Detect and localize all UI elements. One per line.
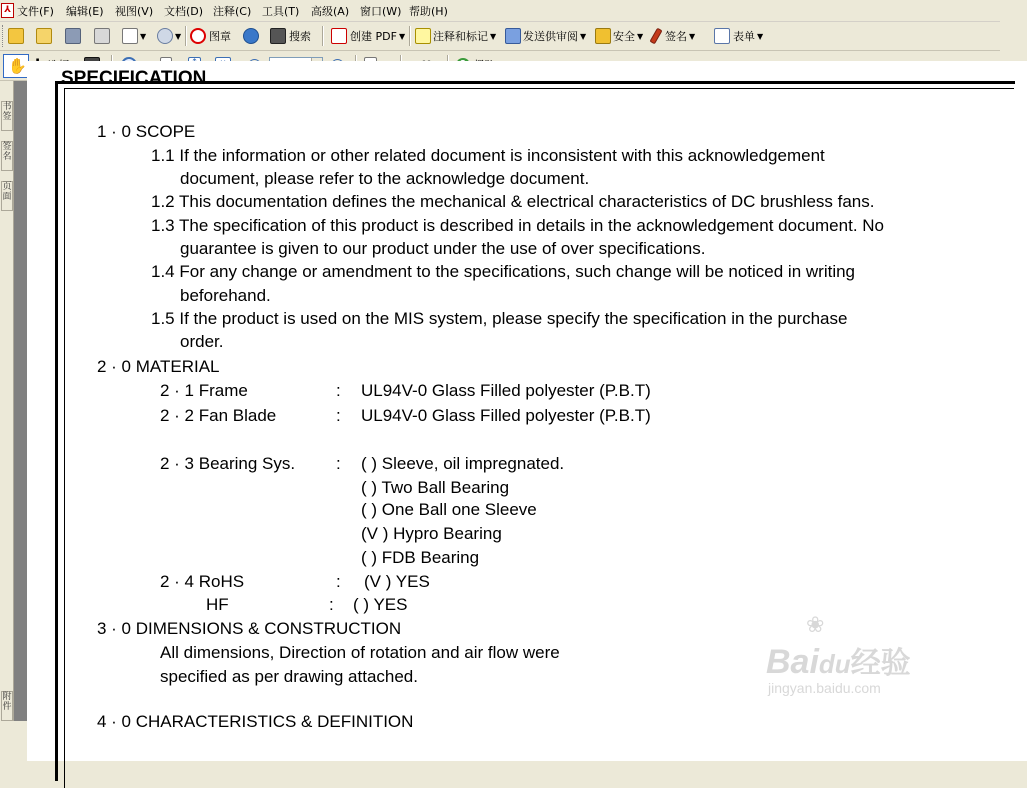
toolbar-grip[interactable] bbox=[2, 25, 5, 47]
menu-help[interactable]: 帮助(H) bbox=[409, 5, 448, 18]
bearing-option: ( ) Sleeve, oil impregnated. bbox=[361, 454, 565, 473]
menu-tools[interactable]: 工具(T) bbox=[262, 5, 300, 18]
floppy-icon bbox=[65, 28, 81, 44]
save-button[interactable] bbox=[65, 26, 81, 46]
main-toolbar bbox=[0, 22, 1000, 51]
create-pdf-icon bbox=[331, 28, 347, 44]
stamp-seal-icon bbox=[190, 28, 206, 44]
menu-view[interactable]: 视图(V) bbox=[115, 5, 154, 18]
attach-button[interactable] bbox=[157, 26, 181, 46]
security-button[interactable] bbox=[595, 26, 643, 46]
lock-icon bbox=[595, 28, 611, 44]
create-pdf-label: 创建 PDF bbox=[350, 30, 397, 43]
bearing-option: ( ) FDB Bearing bbox=[361, 548, 480, 567]
scope-item-cont: document, please refer to the acknowledge document. bbox=[180, 169, 590, 188]
scope-item: 1.3 The specification of this product is described in details in the acknowledgement document. No bbox=[151, 216, 884, 235]
watermark-brand-cn: 经验 bbox=[850, 647, 911, 680]
paperclip-icon bbox=[157, 28, 173, 44]
document-email-icon bbox=[122, 28, 138, 44]
material-label: 2 · 4 RoHS bbox=[160, 572, 245, 591]
menu-document[interactable]: 文档(D) bbox=[164, 5, 204, 18]
printer-icon bbox=[94, 28, 110, 44]
chevron-down-icon: ▼ bbox=[140, 31, 147, 41]
material-value: ( ) YES bbox=[353, 595, 408, 614]
scope-item-cont: guarantee is given to our product under the use of over specifications. bbox=[180, 239, 706, 258]
chevron-down-icon: ▼ bbox=[490, 31, 497, 41]
send-review-button[interactable] bbox=[505, 26, 586, 46]
send-review-label: 发送供审阅 bbox=[523, 30, 578, 43]
tab-attachments[interactable]: 附件 bbox=[1, 691, 13, 721]
scope-item: 1.2 This documentation defines the mechanical & electrical characteristics of DC brushless fans. bbox=[151, 192, 875, 211]
comment-label: 注释和标记 bbox=[433, 30, 488, 43]
material-label: 2 · 1 Frame bbox=[160, 381, 248, 400]
paw-icon: ❀ bbox=[806, 612, 827, 637]
toolbar-separator bbox=[185, 26, 187, 46]
email-button[interactable] bbox=[122, 26, 146, 46]
folder-stack-icon bbox=[36, 28, 52, 44]
form-icon bbox=[714, 28, 730, 44]
toolbar-separator bbox=[409, 26, 411, 46]
chevron-down-icon: ▼ bbox=[580, 31, 587, 41]
stamp-button[interactable] bbox=[190, 26, 231, 46]
send-review-icon bbox=[505, 28, 521, 44]
navigation-pane bbox=[0, 81, 14, 721]
bearing-option: ( ) Two Ball Bearing bbox=[361, 478, 510, 497]
scope-item: 1.5 If the product is used on the MIS system, please specify the specification in the purchase bbox=[151, 309, 848, 328]
material-colon: : bbox=[329, 595, 334, 614]
binoculars-icon bbox=[270, 28, 286, 44]
globe-icon bbox=[243, 28, 259, 44]
section-title: 4 · 0 CHARACTERISTICS & DEFINITION bbox=[97, 712, 414, 731]
comment-markup-button[interactable] bbox=[415, 26, 496, 46]
menu-bar bbox=[0, 0, 1000, 22]
section-title: 2 · 0 MATERIAL bbox=[97, 357, 220, 376]
material-value: UL94V-0 Glass Filled polyester (P.B.T) bbox=[361, 406, 651, 425]
chevron-down-icon: ▼ bbox=[637, 31, 644, 41]
menu-advanced[interactable]: 高级(A) bbox=[311, 5, 350, 18]
pdf-app-icon: ⅄ bbox=[1, 3, 14, 18]
scope-item: 1.1 If the information or other related document is inconsistent with this acknowledgement bbox=[151, 146, 825, 165]
chevron-down-icon: ▼ bbox=[757, 31, 764, 41]
sign-label: 签名 bbox=[665, 30, 687, 43]
forms-label: 表单 bbox=[733, 30, 755, 43]
material-colon: : bbox=[336, 406, 341, 425]
search-button[interactable] bbox=[270, 26, 311, 46]
stamp-label: 图章 bbox=[209, 30, 231, 43]
search-label: 搜索 bbox=[289, 30, 311, 43]
tab-pages[interactable]: 页面 bbox=[1, 181, 13, 211]
chevron-down-icon: ▼ bbox=[175, 31, 182, 41]
menu-window[interactable]: 窗口(W) bbox=[360, 5, 402, 18]
material-value: (V ) YES bbox=[364, 572, 430, 591]
hand-icon: ✋ bbox=[8, 57, 27, 75]
toolbar-separator bbox=[322, 26, 324, 46]
print-button[interactable] bbox=[94, 26, 110, 46]
material-label: 2 · 3 Bearing Sys. bbox=[160, 454, 296, 473]
material-colon: : bbox=[336, 381, 341, 400]
sign-button[interactable] bbox=[653, 26, 695, 46]
dimensions-text: specified as per drawing attached. bbox=[160, 667, 418, 686]
forms-button[interactable] bbox=[714, 26, 763, 46]
menu-edit[interactable]: 编辑(E) bbox=[66, 5, 104, 18]
scope-item: 1.4 For any change or amendment to the specifications, such change will be noticed in writing bbox=[151, 262, 856, 281]
security-label: 安全 bbox=[613, 30, 635, 43]
material-label: HF bbox=[206, 595, 229, 614]
dimensions-text: All dimensions, Direction of rotation and air flow were bbox=[160, 643, 560, 662]
menu-comments[interactable]: 注释(C) bbox=[213, 5, 252, 18]
scope-item-cont: beforehand. bbox=[180, 286, 271, 305]
pen-icon bbox=[649, 28, 662, 45]
menu-file[interactable]: 文件(F) bbox=[17, 5, 54, 18]
material-value: UL94V-0 Glass Filled polyester (P.B.T) bbox=[361, 381, 651, 400]
material-colon: : bbox=[336, 454, 341, 473]
create-pdf-button[interactable] bbox=[331, 26, 405, 46]
watermark-site: jingyan.baidu.com bbox=[768, 680, 881, 696]
section-title: 3 · 0 DIMENSIONS & CONSTRUCTION bbox=[97, 619, 402, 638]
chevron-down-icon: ▼ bbox=[689, 31, 696, 41]
document-heading: SPECIFICATION bbox=[61, 68, 207, 89]
scope-item-cont: order. bbox=[180, 332, 224, 351]
chevron-down-icon: ▼ bbox=[398, 31, 406, 41]
bearing-option: ( ) One Ball one Sleeve bbox=[361, 500, 537, 519]
bearing-option: (V ) Hypro Bearing bbox=[361, 524, 502, 543]
comment-note-icon bbox=[415, 28, 431, 44]
web-button[interactable] bbox=[243, 26, 259, 46]
section-title: 1 · 0 SCOPE bbox=[97, 122, 196, 141]
open-button[interactable] bbox=[8, 26, 24, 46]
material-colon: : bbox=[336, 572, 341, 591]
open-folder-icon bbox=[8, 28, 24, 44]
watermark-brand: Bai bbox=[766, 643, 819, 681]
organizer-button[interactable] bbox=[36, 26, 52, 46]
baidu-watermark bbox=[766, 612, 946, 702]
du-paw-icon: du bbox=[818, 649, 851, 679]
material-label: 2 · 2 Fan Blade bbox=[160, 406, 277, 425]
tab-signatures[interactable]: 签名 bbox=[1, 141, 13, 171]
hand-tool-button[interactable] bbox=[3, 54, 29, 78]
tab-bookmarks[interactable]: 书签 bbox=[1, 101, 13, 131]
